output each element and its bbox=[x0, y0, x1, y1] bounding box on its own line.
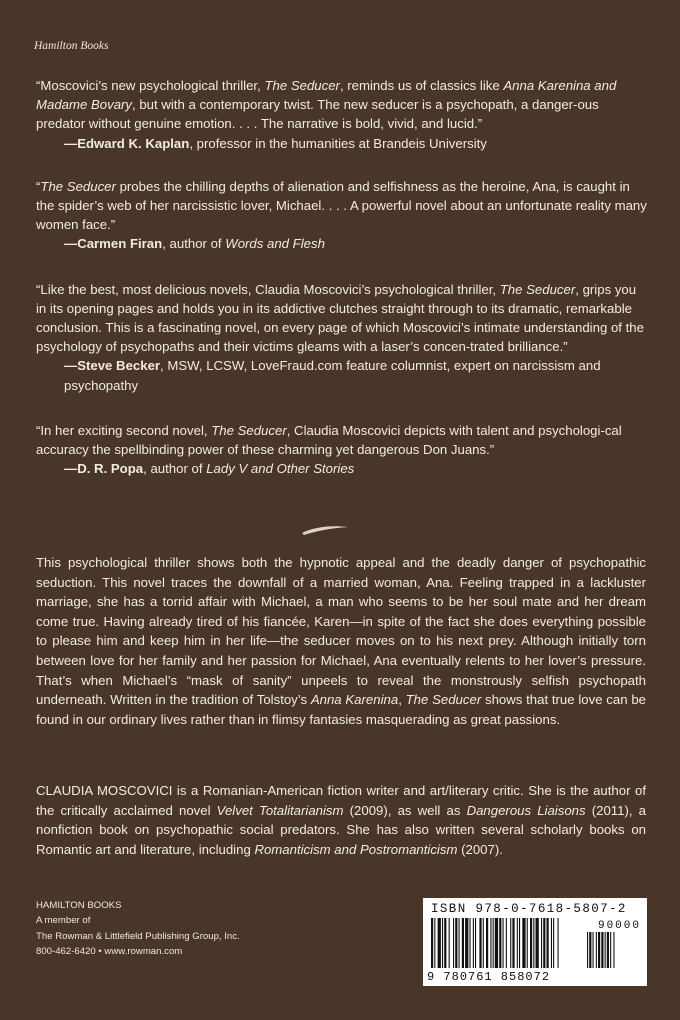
ornament-swash-icon bbox=[300, 522, 350, 538]
barcode-bar bbox=[503, 918, 504, 968]
bold-text: —Steve Becker bbox=[64, 358, 161, 374]
text-run: (2007). bbox=[457, 841, 503, 857]
barcode-bar bbox=[506, 918, 507, 968]
bold-text: —Edward K. Kaplan bbox=[64, 135, 190, 151]
text-run: “Like the best, most delicious novels, Claudia Moscovici’s psychological thriller, bbox=[36, 281, 500, 297]
italic-text: The Seducer bbox=[264, 78, 340, 93]
barcode-bar bbox=[442, 918, 443, 968]
italic-text: The Seducer bbox=[499, 281, 576, 297]
barcode-bar bbox=[493, 918, 494, 968]
blurbs-section bbox=[36, 76, 648, 478]
blurb-quote bbox=[36, 421, 648, 459]
text-run: , reminds us of classics like bbox=[339, 78, 504, 93]
barcode-bar bbox=[490, 918, 491, 968]
text-run: , grips you in its opening pages and holds you in its addictive clutches straight through to its dramatic, remarkable conclusion. This is a fascinating novel, on every page of which Moscovici’s intimate understanding of the psychology of psychopaths and their victims gleams with a laser’s concen-trated brilliance.” bbox=[36, 281, 644, 355]
text-run: , author of bbox=[143, 461, 207, 477]
text-run: , bbox=[398, 692, 406, 708]
barcode-addon: 90000 bbox=[597, 920, 641, 932]
barcode-addon-bar bbox=[610, 932, 611, 968]
barcode-bar bbox=[486, 918, 488, 968]
barcode-bar bbox=[431, 918, 433, 968]
barcode-addon-bar bbox=[596, 932, 597, 968]
barcode-bar bbox=[510, 918, 511, 968]
publisher-group: The Rowman & Littlefield Publishing Group, Inc. bbox=[36, 930, 240, 942]
barcode-bar bbox=[462, 918, 464, 968]
barcode-bar bbox=[444, 918, 446, 968]
barcode-bar bbox=[449, 918, 450, 968]
barcode-bar bbox=[473, 918, 474, 968]
italic-text: Romanticism and Postromanticism bbox=[254, 841, 458, 857]
barcode-bar bbox=[470, 918, 471, 968]
italic-text: Words and Flesh bbox=[225, 236, 325, 252]
ean-digits: 9 780761 858072 bbox=[427, 970, 551, 984]
barcode-bar bbox=[453, 918, 454, 968]
blurb-attribution bbox=[36, 234, 648, 253]
blurb-quote bbox=[36, 280, 648, 357]
blurb-attribution bbox=[36, 356, 648, 394]
barcode-bar bbox=[483, 918, 484, 968]
barcode-bar bbox=[543, 918, 545, 968]
barcode-bar bbox=[455, 918, 457, 968]
barcode-bar bbox=[541, 918, 542, 968]
barcode-bar bbox=[527, 918, 528, 968]
italic-text: The Seducer bbox=[211, 422, 287, 438]
italic-text: The Seducer bbox=[40, 178, 116, 194]
barcode-bar bbox=[465, 918, 468, 968]
barcode-bar bbox=[434, 918, 435, 968]
publisher-info bbox=[36, 898, 240, 960]
barcode-bar bbox=[547, 918, 549, 968]
bold-text: —Carmen Firan bbox=[64, 236, 163, 252]
text-run: shows that true love can be found in our ordinary lives rather than in flimsy fantasies masquerading as great passions. bbox=[36, 692, 646, 727]
text-run: (2011), a nonfiction book on psychopathic social predators. She has also written several scholarly books on Romantic art and literature, including bbox=[36, 802, 647, 857]
barcode-bar bbox=[517, 918, 518, 968]
text-run: , MSW, LCSW, LoveFraud.com feature columnist, expert on narcissism and psychopathy bbox=[64, 358, 601, 393]
italic-text: Anna Karenina and Madame Bovary bbox=[36, 78, 617, 113]
text-run: probes the chilling depths of alienation and selfishness as the heroine, Ana, is caught in the spider’s web of her narcissistic lover, Michael. . . . A powerful novel about an unfortunate reality many women face.” bbox=[36, 178, 647, 233]
text-run: (2009), as well as bbox=[343, 802, 467, 818]
bold-text: —D. R. Popa bbox=[64, 461, 144, 477]
author-bio bbox=[36, 781, 646, 859]
text-run: “Moscovici’s new psychological thriller, bbox=[36, 78, 265, 93]
text-run: , but with a contemporary twist. The new seducer is a psychopath, a danger-ous predator without genuine emotion. . . . The narrative is bold, vivid, and lucid.” bbox=[36, 97, 599, 132]
barcode-bar bbox=[475, 918, 476, 968]
italic-text: Velvet Totalitarianism bbox=[216, 802, 344, 818]
text-run: CLAUDIA MOSCOVICI is a Romanian-American fiction writer and art/literary critic. She is the author of the critically acclaimed novel bbox=[36, 783, 646, 818]
barcode-addon-bar bbox=[601, 932, 603, 968]
barcode-bar bbox=[553, 918, 554, 968]
barcode-bar bbox=[533, 918, 534, 968]
blurb-quote bbox=[36, 76, 648, 134]
italic-text: Dangerous Liaisons bbox=[466, 802, 586, 818]
barcode-bar bbox=[479, 918, 481, 968]
barcode-bar bbox=[536, 918, 539, 968]
barcode-bar bbox=[519, 918, 520, 968]
barcode-bar bbox=[499, 918, 501, 968]
text-run: , author of bbox=[162, 236, 226, 252]
text-run: , professor in the humanities at Brandeis University bbox=[189, 135, 487, 151]
barcode-addon-bar bbox=[593, 932, 594, 968]
barcode-bar bbox=[459, 918, 460, 968]
publisher-member-line: A member of bbox=[36, 915, 91, 927]
barcode-addon-bar bbox=[607, 932, 609, 968]
italic-text: The Seducer bbox=[405, 692, 482, 708]
blurb-quote bbox=[36, 177, 648, 235]
text-run: , Claudia Moscovici depicts with talent and psychologi-cal accuracy the spellbinding power of these charming yet dangerous Don Juans.” bbox=[36, 422, 622, 458]
barcode-bar bbox=[558, 918, 559, 968]
barcode bbox=[423, 898, 647, 986]
barcode-bar bbox=[530, 918, 532, 968]
barcode-addon-bar bbox=[587, 932, 588, 968]
book-description bbox=[36, 553, 646, 729]
barcode-addon-bar bbox=[613, 932, 614, 968]
barcode-addon-bar bbox=[598, 932, 600, 968]
barcode-addon-bar bbox=[589, 932, 591, 968]
italic-text: Anna Karenina bbox=[310, 692, 399, 708]
blurb-attribution bbox=[36, 134, 648, 153]
text-run: “In her exciting second novel, bbox=[36, 422, 212, 438]
barcode-bar bbox=[522, 918, 525, 968]
barcode-bar bbox=[551, 918, 552, 968]
barcode-bar bbox=[438, 918, 441, 968]
blurb-attribution bbox=[36, 459, 648, 478]
imprint-top: Hamilton Books bbox=[34, 40, 109, 52]
publisher-contact: 800-462-6420 • www.rowman.com bbox=[36, 946, 183, 958]
barcode-bar bbox=[495, 918, 498, 968]
isbn-label: ISBN 978-0-7618-5807-2 bbox=[431, 902, 627, 916]
publisher-name: HAMILTON BOOKS bbox=[36, 900, 122, 911]
italic-text: Lady V and Other Stories bbox=[206, 461, 355, 477]
barcode-addon-bar bbox=[605, 932, 606, 968]
barcode-bar bbox=[512, 918, 514, 968]
text-run: This psychological thriller shows both the hypnotic appeal and the deadly danger of psychopathic seduction. This novel traces the downfall of a married woman, Ana. Feeling trapped in a lackluster marriage, she has a torrid affair with Michael, a man who seems to be her soul mate and her dream come true. Having already tired of his fiancée, Karen—in spite of the fact she does everything possible to please him and keep him in her life—the seducer moves on to his next prey. Although initially torn between love for her family and her passion for Michael, Ana eventually relents to her lover’s pressure. That’s when Michael’s “mask of sanity” unpeels to reveal the monstrously selfish psychopath underneath. Written in the tradition of Tolstoy’s bbox=[36, 555, 646, 708]
text-run: “ bbox=[36, 178, 41, 194]
